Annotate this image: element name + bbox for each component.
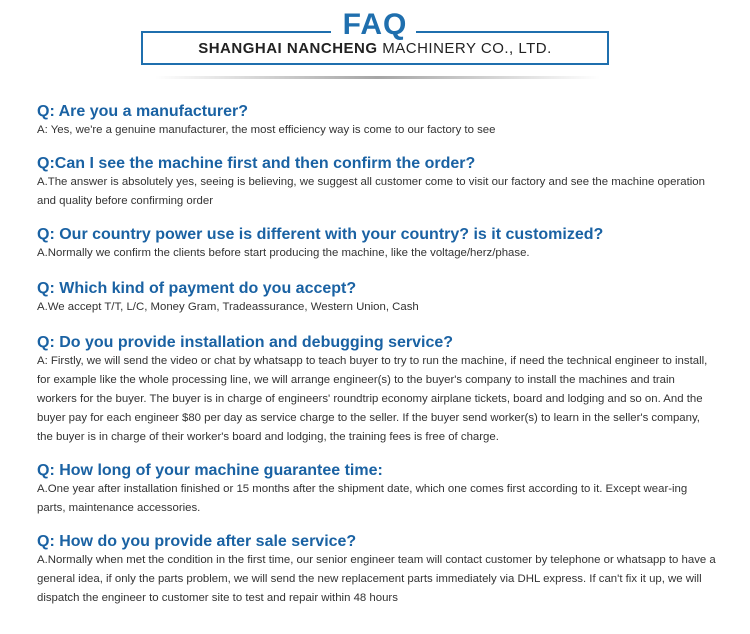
faq-item [37,333,717,447]
faq-answer: A: Yes, we're a genuine manufacturer, the most efficiency way is come to our factory to see [37,124,496,136]
faq-item [37,154,717,211]
faq-answer: A.The answer is absolutely yes, seeing is believing, we suggest all customer come to visit our factory and see the machine operation and quality before confirming order [37,176,705,207]
title-frame-bottom [141,63,609,65]
faq-question: Q: How long of your machine guarantee time: [37,462,383,479]
faq-question: Q: Which kind of payment do you accept? [37,280,357,297]
faq-item [37,279,717,317]
faq-item [37,225,717,263]
faq-header [0,0,750,95]
company-name-rest: MACHINERY CO., LTD. [377,40,552,57]
faq-answer: A.Normally we confirm the clients before start producing the machine, like the voltage/herz/phase. [37,247,530,259]
faq-answer: A: Firstly, we will send the video or chat by whatsapp to teach buyer to try to run the machine, if need the technical engineer to install, for example like the whole processing line, we will arrange engineer(s) to the buyer's company to install the machines and train workers for the buyer. The buyer is in charge of engineers' roundtrip economy airplane tickets, board and lodging and so on. And the buyer pay for each engineer $80 per day as service charge to the seller. If the buyer send worker(s) to learn in the seller's company, the buyer is in charge of their worker's board and lodging, the training fees is free of charge. [37,355,708,443]
faq-answer: A.One year after installation finished or 15 months after the shipment date, which one comes first according to it. Except wear-ing parts, maintenance accessories. [37,483,688,514]
faq-question: Q: Our country power use is different with your country? is it customized? [37,226,604,243]
faq-question: Q: Are you a manufacturer? [37,103,249,120]
faq-item [37,461,717,518]
company-name [0,40,750,57]
page-title: FAQ [342,8,408,41]
faq-question: Q: Do you provide installation and debugging service? [37,334,454,351]
faq-question: Q: How do you provide after sale service? [37,533,357,550]
faq-item [37,532,717,608]
faq-answer: A.We accept T/T, L/C, Money Gram, Tradeassurance, Western Union, Cash [37,301,419,313]
faq-list [37,102,717,608]
faq-item [37,102,717,140]
header-divider [155,76,600,79]
faq-question: Q:Can I see the machine first and then confirm the order? [37,155,476,172]
company-name-bold: SHANGHAI NANCHENG [198,40,378,57]
faq-answer: A.Normally when met the condition in the first time, our senior engineer team will contact customer by telephone or whatsapp to have a general idea, if only the parts problem, we will send the new replacement parts immediately via DHL express. If can't fix it up, we will dispatch the engineer to customer site to test and repair within 48 hours [37,554,716,604]
